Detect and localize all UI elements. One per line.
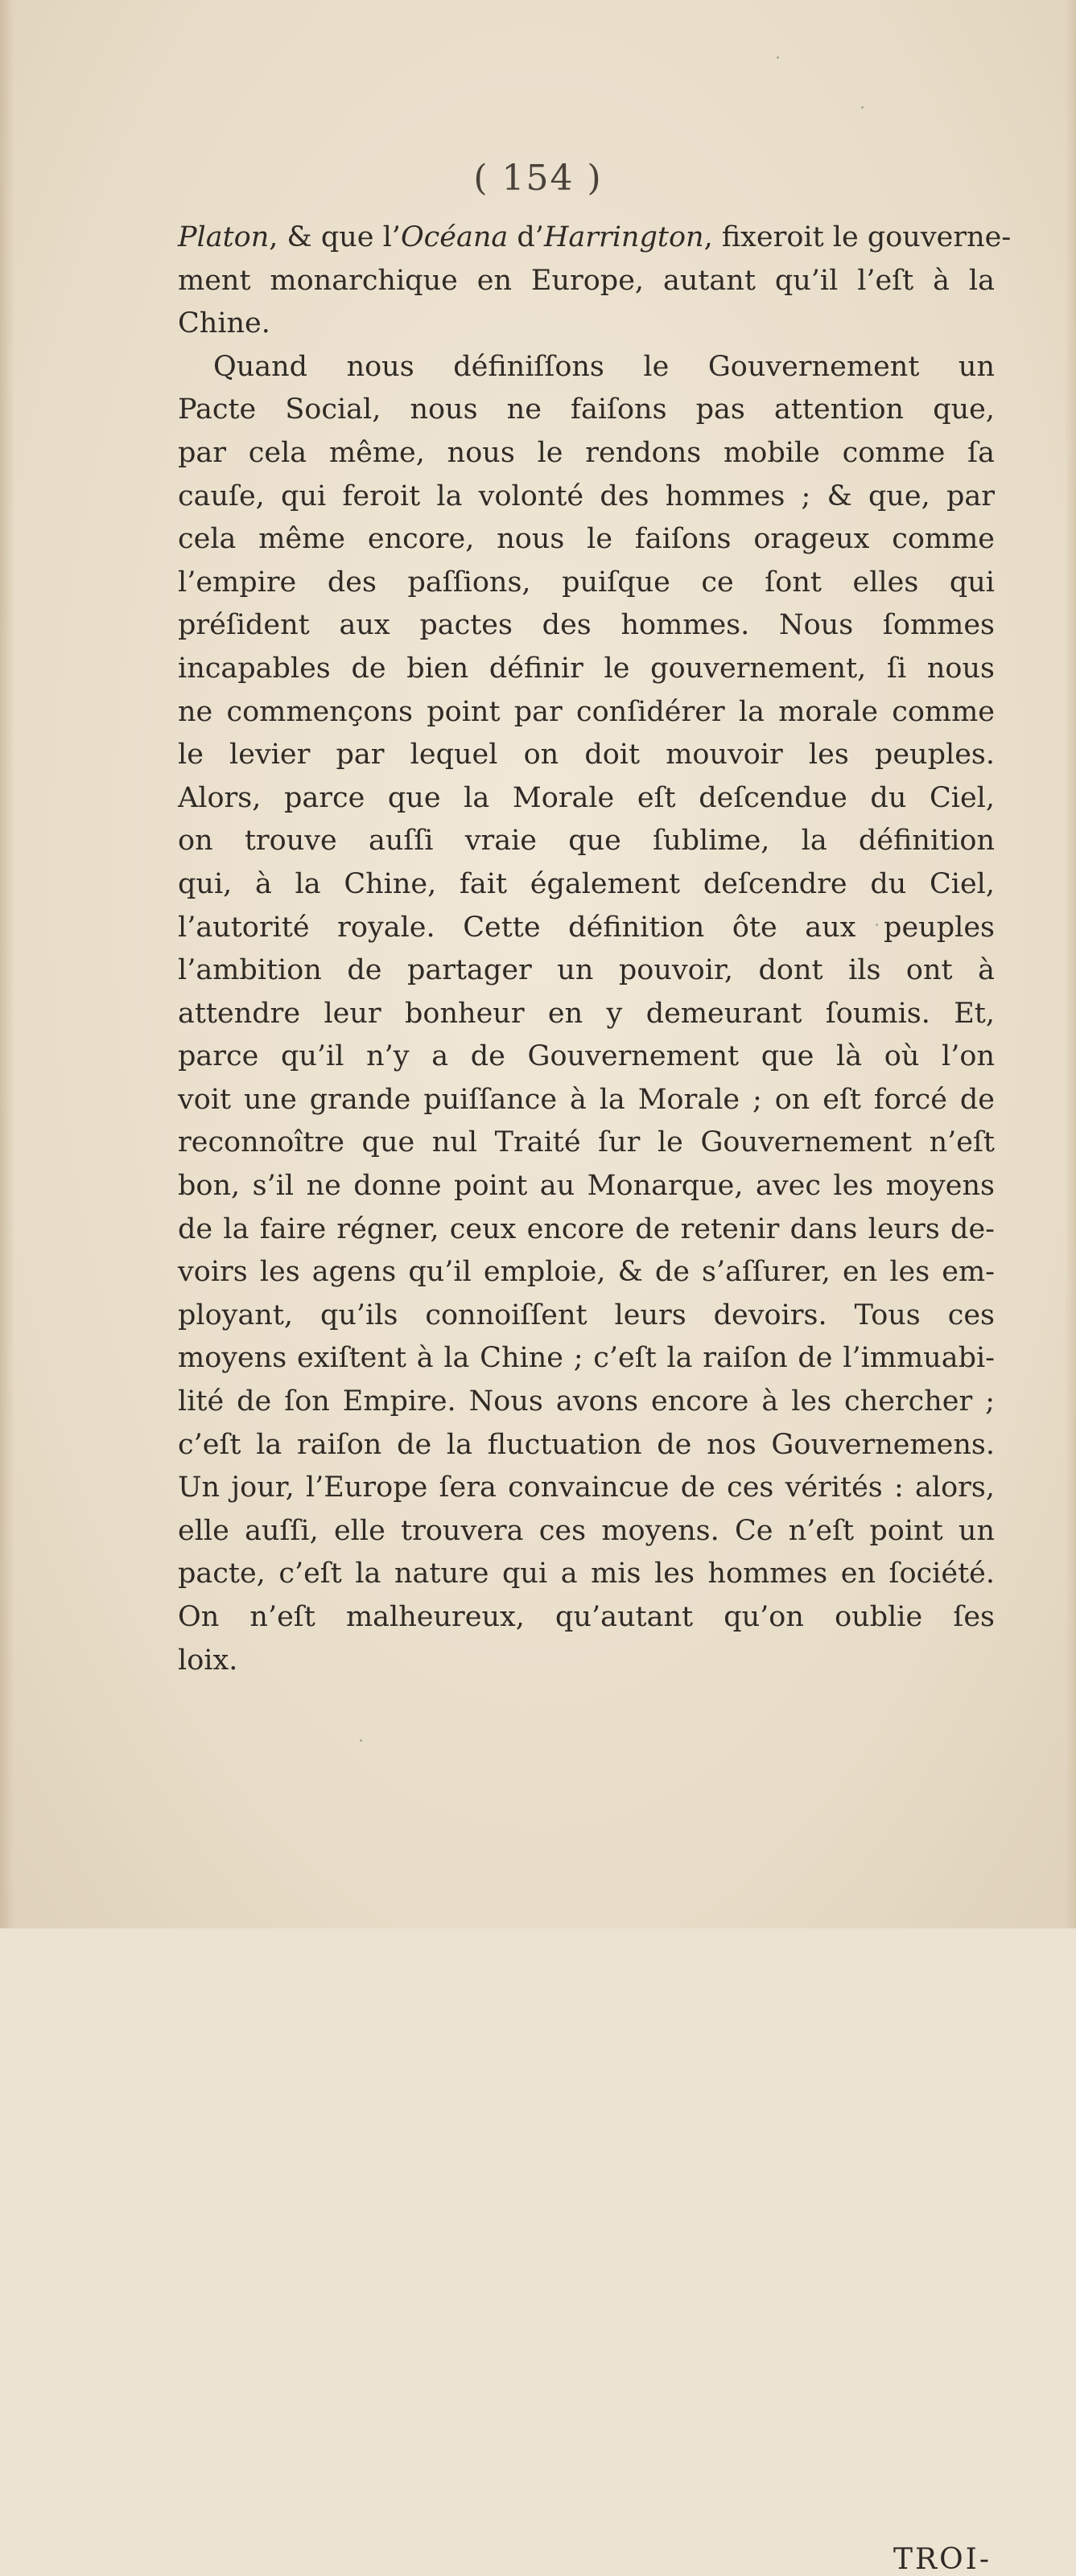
italic-title: Océana [400,221,509,253]
text-line: Alors, parce que la Morale eſt deſcendue du Ciel, [178,781,995,814]
catchword: TROI- [893,2543,991,2576]
paper-speck [360,1739,362,1742]
text-line: préſident aux pactes des hommes. Nous ſommes [178,609,995,642]
italic-name: Harrington [543,221,704,253]
page-edge-shadow-left [0,0,14,1928]
text-line: de la faire régner, ceux encore de retenir dans leurs de- [178,1212,995,1245]
body-text [178,216,1012,2576]
page-number: ( 154 ) [473,158,603,199]
text-line: qui, à la Chine, fait également deſcendre du Ciel, [178,867,995,900]
text-line: ment monarchique en Europe, autant qu’il l’eſt à la [178,264,995,297]
text-line: l’empire des paſſions, puiſque ce ſont elles qui [178,566,995,599]
text-line [178,216,1012,260]
text-line: loix. [178,1644,238,1677]
text-line: lité de ſon Empire. Nous avons encore à les chercher ; [178,1385,995,1418]
paper-speck [777,56,779,59]
italic-name: Platon [178,221,270,253]
text-line: c’eſt la raiſon de la fluctuation de nos Gouvernemens. [178,1428,995,1461]
page-edge-shadow-right [1065,0,1076,1928]
text-line: attendre leur bonheur en y demeurant ſoumis. Et, [178,997,995,1030]
text-line: on trouve auſſi vraie que ſublime, la définition [178,825,995,858]
text-line: Chine. [178,307,270,340]
text-line: le levier par lequel on doit mouvoir les peuples. [178,739,995,772]
text-line: parce qu’il n’y a de Gouvernement que là où l’on [178,1040,995,1073]
text-fragment: , fixeroit le gouverne- [703,221,1012,253]
text-line: incapables de bien définir le gouvernement, ſi nous [178,652,995,685]
text-line: cela même encore, nous le faiſons orageux comme [178,523,995,556]
text-line: Pacte Social, nous ne faiſons pas attention que, [178,393,995,426]
text-line: Un jour, l’Europe ſera convaincue de ces vérités : alors, [178,1471,995,1504]
text-line: cauſe, qui feroit la volonté des hommes ; & que, par [178,479,995,512]
text-line: moyens exiſtent à la Chine ; c’eſt la raiſon de l’immuabi- [178,1342,995,1375]
text-fragment: d’ [508,221,544,253]
text-line: reconnoître que nul Traité ſur le Gouvernement n’eſt [178,1126,995,1159]
text-line: ployant, qu’ils connoiſſent leurs devoirs. Tous ces [178,1298,995,1331]
paper-speck [861,106,864,109]
text-line: l’autorité royale. Cette définition ôte aux peuples [178,911,995,944]
text-line: l’ambition de partager un pouvoir, dont ils ont à [178,954,995,987]
text-fragment: , & que l’ [269,221,401,253]
text-line: voirs les agens qu’il emploie, & de s’aſſurer, en les em- [178,1256,995,1289]
paragraph-start-line: Quand nous définiſſons le Gouvernement un [213,350,995,383]
text-line: pacte, c’eſt la nature qui a mis les hommes en ſociété. [178,1558,995,1590]
text-line: par cela même, nous le rendons mobile comme ſa [178,436,995,469]
text-line: On n’eſt malheureux, qu’autant qu’on oublie ſes [178,1601,995,1633]
text-line: elle auſſi, elle trouvera ces moyens. Ce n’eſt point un [178,1514,995,1547]
text-line: bon, s’il ne donne point au Monarque, avec les moyens [178,1170,995,1203]
text-line: ne commençons point par conſidérer la morale comme [178,695,995,728]
text-line: voit une grande puiſſance à la Morale ; on eſt forcé de [178,1083,995,1116]
